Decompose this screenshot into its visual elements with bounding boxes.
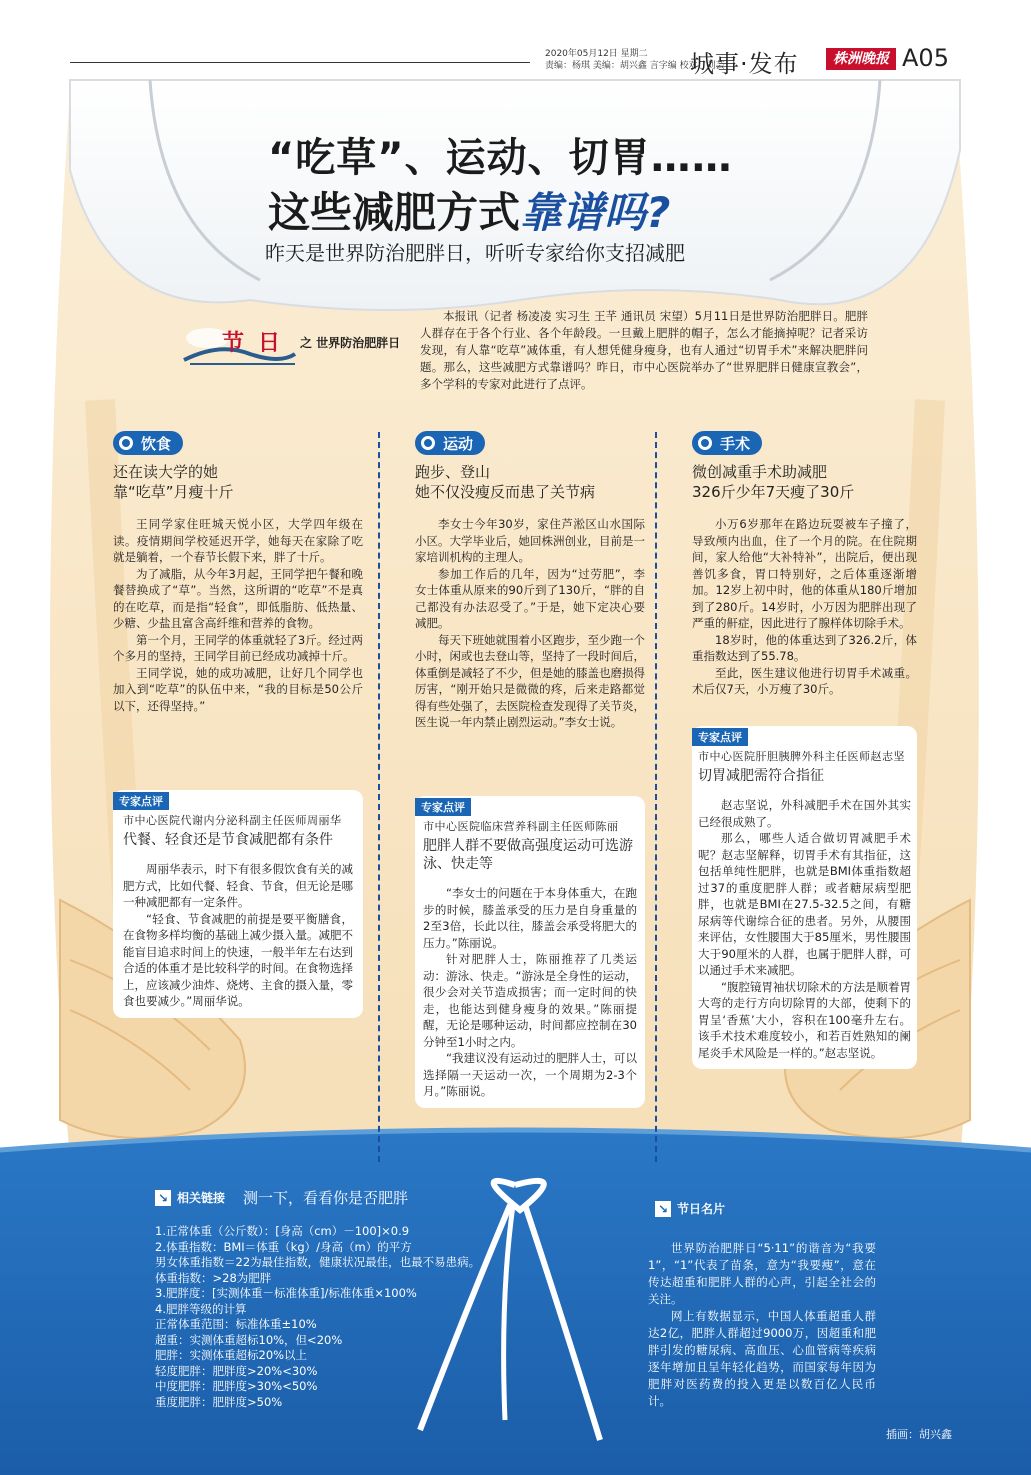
expert-body: 周丽华表示，时下有很多假饮食有关的减肥方式，比如代餐、轻食、节食，但无论是哪一种减肥都有一定条件。 “轻食、节食减肥的前提是要平衡膳食，在食物多样均衡的基础上减少摄入量。减肥不能盲目追求时间上的快速，一般半年左右达到合适的体重才是比较科学的时间。在食物选择上，应该减少油炸、烧烤、主食的摄入量，零食也要减少。”周丽华说。 [123,862,353,1008]
headline-line2-highlight: 靠谱吗? [520,188,671,237]
related-tag: 相关链接 [177,1191,226,1205]
header-rule [70,62,530,63]
headline-line1: “吃草”、运动、切胃…… [268,135,733,181]
header-meta [545,48,725,72]
festival-label: 之 世界防治肥胖日 [300,336,401,350]
related-title: 测一下，看看你是否肥胖 [243,1189,409,1207]
expert-tag: 专家点评 [692,728,748,746]
related-links-header [155,1187,408,1208]
expert-box-exercise [415,796,645,1108]
editor-credits: 责编：杨琪 美编：胡兴鑫 言字编 校对：刘芸 [545,61,725,71]
newspaper-logo: 株洲晚报 [826,48,896,70]
expert-title: 肥胖人群不要做高强度运动可选游泳、快走等 [423,838,633,872]
column-label: 手术 [720,434,751,453]
issue-date: 2020年05月12日 星期二 [545,49,648,59]
page-number: A05 [902,44,949,72]
column-badge [692,431,762,455]
expert-tag: 专家点评 [113,792,169,810]
column-surgery [692,430,917,698]
column-subhead: 跑步、登山 她不仅没瘦反而患了关节病 [415,463,596,501]
column-subhead: 微创减重手术助减肥 326斤少年7天瘦了30斤 [692,463,855,501]
column-label: 饮食 [141,434,172,453]
column-badge [113,431,183,455]
lead-paragraph: 本报讯（记者 杨凌凌 实习生 王芊 通讯员 宋望）5月11日是世界防治肥胖日。肥胖人群存在于各个行业、各个年龄段。一旦戴上肥胖的帽子，怎么才能摘掉呢？记者采访发现，有人靠“吃草”减体重，有人想凭健身瘦身，也有人通过“切胃手术”来解决肥胖问题。那么，这些减肥方式靠谱吗？昨日，市中心医院举办了“世界肥胖日健康宣教会”，多个学科的专家对此进行了点评。 [420,309,868,391]
circle-icon [421,436,435,450]
column-label: 运动 [443,434,474,453]
circle-icon [698,436,712,450]
expert-name: 市中心医院肝胆胰脾外科主任医师赵志坚 [698,750,905,763]
expert-name: 市中心医院代谢内分泌科副主任医师周丽华 [123,814,342,827]
section-name: 城事·发布 [690,50,799,78]
expert-box-diet [113,790,363,1018]
illustration-credit: 插画：胡兴鑫 [886,1428,952,1441]
headline-line2-plain: 这些减肥方式 [268,188,521,237]
column-subhead: 还在读大学的她 靠“吃草”月瘦十斤 [113,463,234,501]
arrow-icon: ↘ [655,1201,671,1217]
circle-icon [119,436,133,450]
expert-title: 切胃减肥需符合指征 [698,768,824,784]
column-body: 小万6岁那年在路边玩耍被车子撞了，导致颅内出血，住了一个月的院。在住院期间，家人给他“大补特补”，出院后，便出现善饥多食，胃口特别好，之后体重逐渐增加。12岁上初中时，他的体重从180斤增加到了280斤。14岁时，小万因为肥胖出现了严重的鼾症，因此进行了腺样体切除手术。 18岁时，他的体重达到了326.2斤，体重指数达到了55.78。 至此，医生建议他进行切胃手术减重。术后仅7天，小万瘦了30斤。 [692,517,917,696]
arrow-icon: ↘ [155,1190,171,1206]
expert-box-surgery [692,726,917,1069]
expert-name: 市中心医院临床营养科副主任医师陈丽 [423,820,619,833]
column-body: 李女士今年30岁，家住芦淞区山水国际小区。大学毕业后，她回株洲创业，目前是一家培训机构的主理人。 参加工作后的几年，因为“过劳肥”，李女士体重从原来的90斤到了130斤，“胖的自己都没有办法忍受了。”于是，她下定决心要减肥。 每天下班她就围着小区跑步，至少跑一个小时，闲或也去登山等，坚持了一段时间后，体重倒是减轻了不少，但是她的膝盖也磨损得厉害，“刚开始只是微微的疼，后来走路都觉得有些处强了，去医院检查发现得了关节炎，医生说一年内禁止剧烈运动。”李女士说。 [415,517,645,729]
column-badge [415,431,485,455]
column-diet [113,430,363,714]
column-divider-1 [378,432,380,1162]
column-exercise [415,430,645,731]
festival-char-1: 节 [222,330,245,356]
festival-card-body: 世界防治肥胖日“5·11”的谐音为“我要1”，“1”代表了苗条，意为“我要瘦”，意在传达超重和肥胖人群的心声，引起全社会的关注。 网上有数据显示，中国人体重超重人群达2亿，肥胖人群超过9000万，因超重和肥胖引发的糖尿病、高血压、心血管病等疾病逐年增加且呈年轻化趋势，而国家每年因为肥胖对医药费的投入更是以数百亿人民币计。 [648,1241,876,1408]
expert-title: 代餐、轻食还是节食减肥都有条件 [123,832,333,848]
festival-char-2: 日 [258,330,281,356]
festival-card-header [655,1200,725,1217]
festival-card-tag: 节日名片 [677,1202,726,1216]
expert-tag: 专家点评 [415,798,471,816]
column-divider-2 [655,432,657,1162]
expert-body: “李女士的问题在于本身体重大，在跑步的时候，膝盖承受的压力是自身重量的2至3倍，长此以往，膝盖会承受将肥大的压力。”陈丽说。 针对肥胖人士，陈丽推荐了几类运动：游泳、快走。“游泳是全身性的运动，很少会对关节造成损害；而一定时间的快走，也能达到健身瘦身的效果。”陈丽提醒，无论是哪种运动，时间都应控制在30分钟至1小时之内。 “我建议没有运动过的肥胖人士，可以选择隔一天运动一次，一个周期为2-3个月。”陈丽说。 [423,886,637,1098]
bmi-formulas: 1.正常体重（公斤数）：[身高（cm）－100]×0.9 2.体重指数：BMI＝体重（kg）/身高（m）的平方 男女体重指数＝22为最佳指数，健康状况最佳，也最不易患病。 体重指数：>28为肥胖 3.肥胖度：[实测体重－标准体重]/标准体重×100% 4.肥胖等级的计算 正常体重范围：标准体重±10% 超重：实测体重超标10%，但<20% 肥胖：实测体重超标20%以上 轻度肥胖：肥胖度>20%<30% 中度肥胖：肥胖度>30%<50% 重度肥胖：肥胖度>50% [155,1224,481,1409]
expert-body: 赵志坚说，外科减肥手术在国外其实已经很成熟了。 那么，哪些人适合做切胃减肥手术呢？赵志坚解释，切胃手术有其指征，这包括单纯性肥胖，也就是BMI体重指数超过37的重度肥胖人群；或者糖尿病型肥胖，也就是BMI在27.5-32.5之间，有糖尿病等代谢综合征的患者。另外，从腰围来评估，女性腰围大于85厘米，男性腰围大于90厘米的人群，也属于肥胖人群，可以通过手术来减肥。 “腹腔镜胃袖状切除术的方法是顺着胃大弯的走行方向切除胃的大部，使剩下的胃呈‘香蕉’大小，容积在100毫升左右。该手术技术难度较小，和若百姓熟知的阑尾炎手术风险是一样的。”赵志坚说。 [698,798,911,1060]
column-body: 王同学家住旺城天悦小区，大学四年级在读。疫情期间学校延迟开学，她每天在家除了吃就是躺着，一个春节长假下来，胖了十斤。 为了减脂，从今年3月起，王同学把午餐和晚餐替换成了“草”。当然，这所谓的“吃草”不是真的在吃草，而是指“轻食”，即低脂肪、低热量、少糖、少盐且富含高纤维和营养的食物。 第一个月，王同学的体重就轻了3斤。经过两个多月的坚持，王同学目前已经成功减掉十斤。 王同学说，她的成功减肥，让好几个同学也加入到“吃草”的队伍中来，“我的目标是50公斤以下，还得坚持。” [113,517,363,713]
headline-subtitle: 昨天是世界防治肥胖日，听听专家给你支招减肥 [265,241,685,265]
headline-line2 [268,180,670,240]
